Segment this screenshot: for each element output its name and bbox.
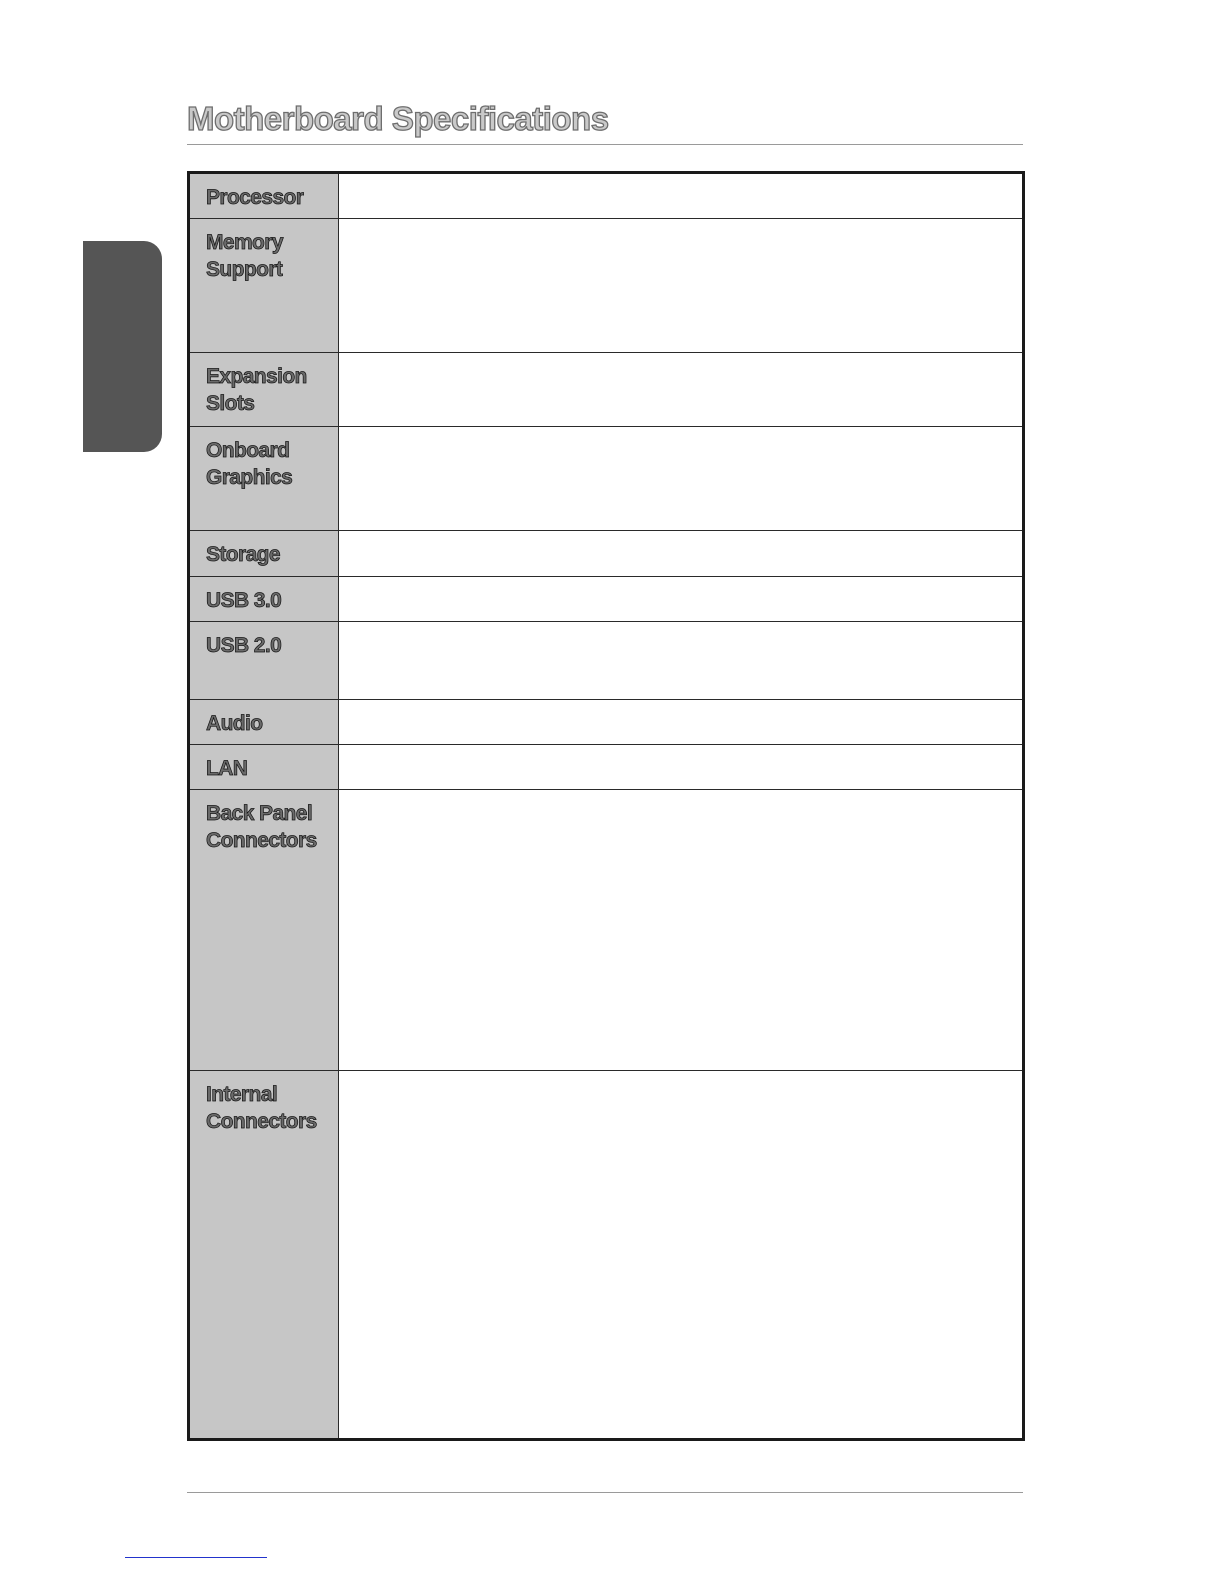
spec-label-cell (189, 427, 339, 531)
spec-label: Back Panel Connectors (206, 802, 317, 852)
spec-label-cell (189, 531, 339, 577)
spec-label-cell (189, 173, 339, 219)
table-row (189, 577, 1024, 622)
spec-label-cell (189, 622, 339, 700)
spec-label: Internal Connectors (206, 1083, 317, 1133)
spec-label-cell (189, 219, 339, 353)
table-row (189, 1071, 1024, 1440)
footer-divider (187, 1492, 1023, 1493)
spec-value (339, 1071, 1024, 1440)
spec-label-cell (189, 790, 339, 1071)
spec-value (339, 353, 1024, 427)
spec-value (339, 219, 1024, 353)
spec-label: USB 3.0 (206, 589, 282, 612)
table-row (189, 700, 1024, 745)
page-title: Motherboard Specifications (187, 100, 609, 137)
spec-value (339, 173, 1024, 219)
spec-value (339, 745, 1024, 790)
spec-label: Audio (206, 712, 263, 735)
table-row (189, 427, 1024, 531)
spec-value (339, 700, 1024, 745)
spec-label-cell (189, 353, 339, 427)
title-divider (187, 144, 1023, 145)
spec-label: Processor (206, 186, 304, 209)
table-row (189, 531, 1024, 577)
spec-label-cell (189, 1071, 339, 1440)
spec-label-cell (189, 577, 339, 622)
spec-label: Expansion Slots (206, 365, 307, 415)
spec-label: Onboard Graphics (206, 439, 293, 489)
spec-value (339, 790, 1024, 1071)
table-row (189, 790, 1024, 1071)
spec-label: USB 2.0 (206, 634, 282, 657)
spec-label: Storage (206, 543, 280, 566)
spec-label: Memory Support (206, 231, 283, 281)
spec-value (339, 577, 1024, 622)
spec-value (339, 531, 1024, 577)
table-row (189, 173, 1024, 219)
chapter-tab (83, 241, 162, 452)
spec-value (339, 427, 1024, 531)
table-row (189, 622, 1024, 700)
table-row (189, 219, 1024, 353)
table-row (189, 745, 1024, 790)
table-row (189, 353, 1024, 427)
spec-label-cell (189, 745, 339, 790)
spec-table (187, 171, 1025, 1441)
footer-link-underline (125, 1557, 267, 1558)
spec-value (339, 622, 1024, 700)
spec-label-cell (189, 700, 339, 745)
spec-label: LAN (206, 757, 248, 780)
